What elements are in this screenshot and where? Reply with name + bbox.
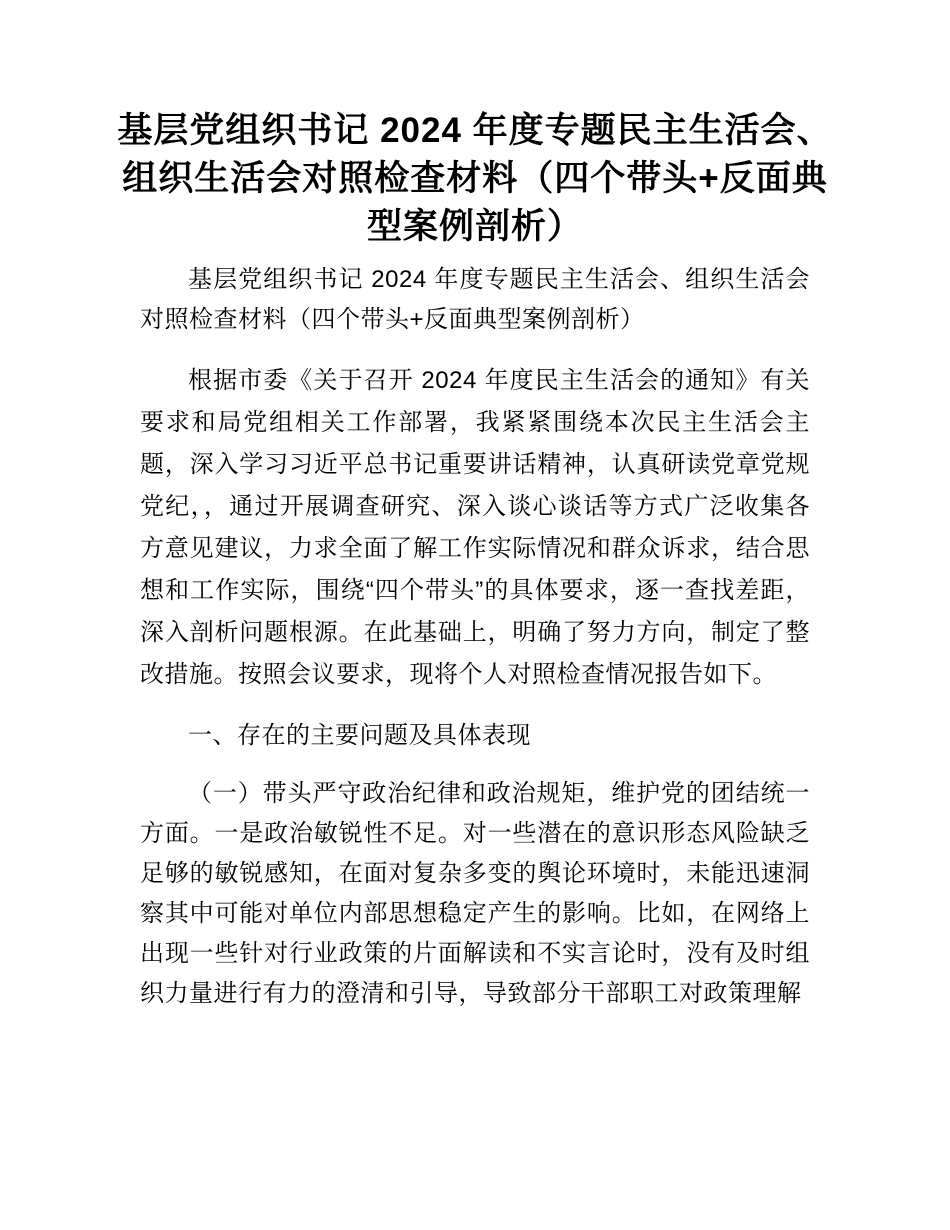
document-title [108,107,842,251]
document-title-line-3: 型案例剖析） [366,207,583,246]
subtitle-paragraph: 基层党组织书记 2024 年度专题民主生活会、组织生活会对照检查材料（四个带头+反面典型案例剖析） [140,266,810,333]
intro-paragraph: 根据市委《关于召开 2024 年度民主生活会的通知》有关要求和局党组相关工作部署，我紧紧围绕本次民主生活会主题，深入学习习近平总书记重要讲话精神，认真研读党章党规党纪，，通过开展调查研究、深入谈心谈话等方式广泛收集各方意见建议，力求全面了解工作实际情况和群众诉求，结合思想和工作实际，围绕“四个带头”的具体要求，逐一查找差距，深入剖析问题根源。在此基础上，明确了努力方向，制定了整改措施。按照会议要求，现将个人对照检查情况报告如下。 [140,367,810,688]
document-title-line-1: 基层党组织书记 2024 年度专题民主生活会、 [117,111,833,150]
document-title-line-2: 组织生活会对照检查材料（四个带头+反面典 [122,159,828,198]
section-1-paragraph-1: （一）带头严守政治纪律和政治规矩，维护党的团结统一方面。一是政治敏锐性不足。对一些潜在的意识形态风险缺乏足够的敏锐感知，在面对复杂多变的舆论环境时，未能迅速洞察其中可能对单位内部思想稳定产生的影响。比如，在网络上出现一些针对行业政策的片面解读和不实言论时，没有及时组织力量进行有力的澄清和引导，导致部分干部职工对政策理解 [140,780,810,1007]
section-1-heading: 一、存在的主要问题及具体表现 [188,722,531,749]
